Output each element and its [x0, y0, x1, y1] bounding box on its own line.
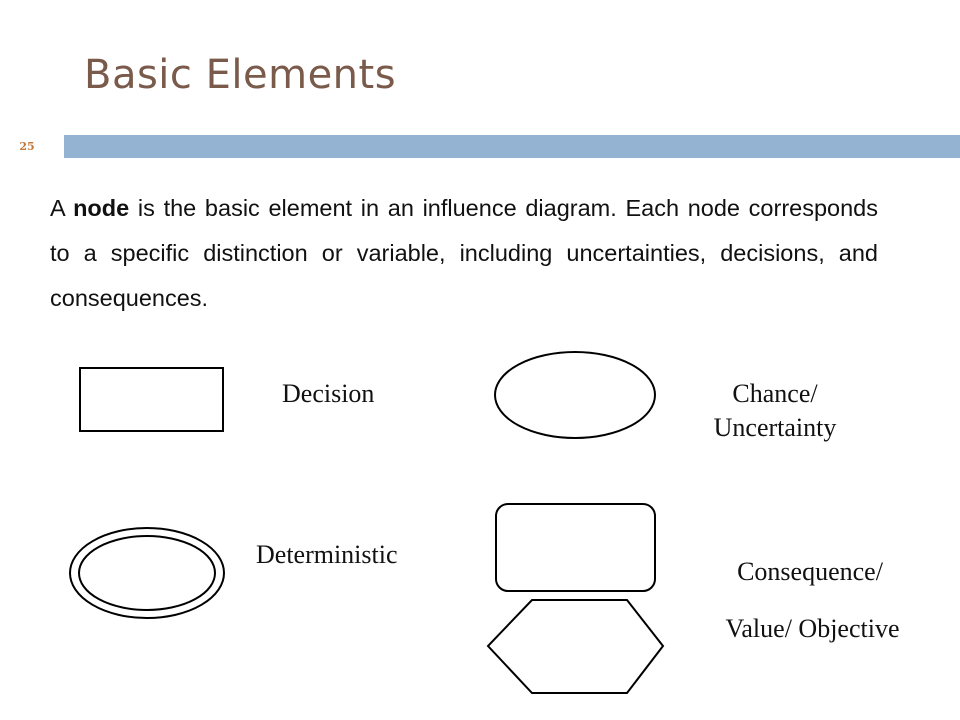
chance-label	[700, 377, 850, 445]
chance-label-line1: Chance/	[732, 379, 818, 408]
deterministic-label: Deterministic	[256, 540, 398, 569]
consequence-label-line1: Consequence/	[737, 557, 883, 586]
body-text-before: A	[50, 195, 74, 221]
chance-label-line2: Uncertainty	[713, 412, 837, 442]
body-text-bold-term: node	[73, 195, 130, 221]
decision-label: Decision	[282, 379, 375, 408]
consequence-node-rounded-rectangle	[496, 504, 655, 591]
consequence-label-line2: Value/ Objective	[725, 614, 900, 643]
slide-number: 25	[19, 140, 35, 153]
decision-node-rectangle	[80, 368, 223, 431]
chance-node-ellipse	[495, 352, 655, 438]
value-node-hexagon	[488, 600, 663, 693]
deterministic-node-inner-ellipse	[79, 536, 215, 610]
slide-title: Basic Elements	[84, 52, 397, 98]
body-text-after: is the basic element in an influence diagram. Each node corresponds to a specific distinction or variable, including uncertainties, decisions, and consequences.	[50, 195, 878, 311]
